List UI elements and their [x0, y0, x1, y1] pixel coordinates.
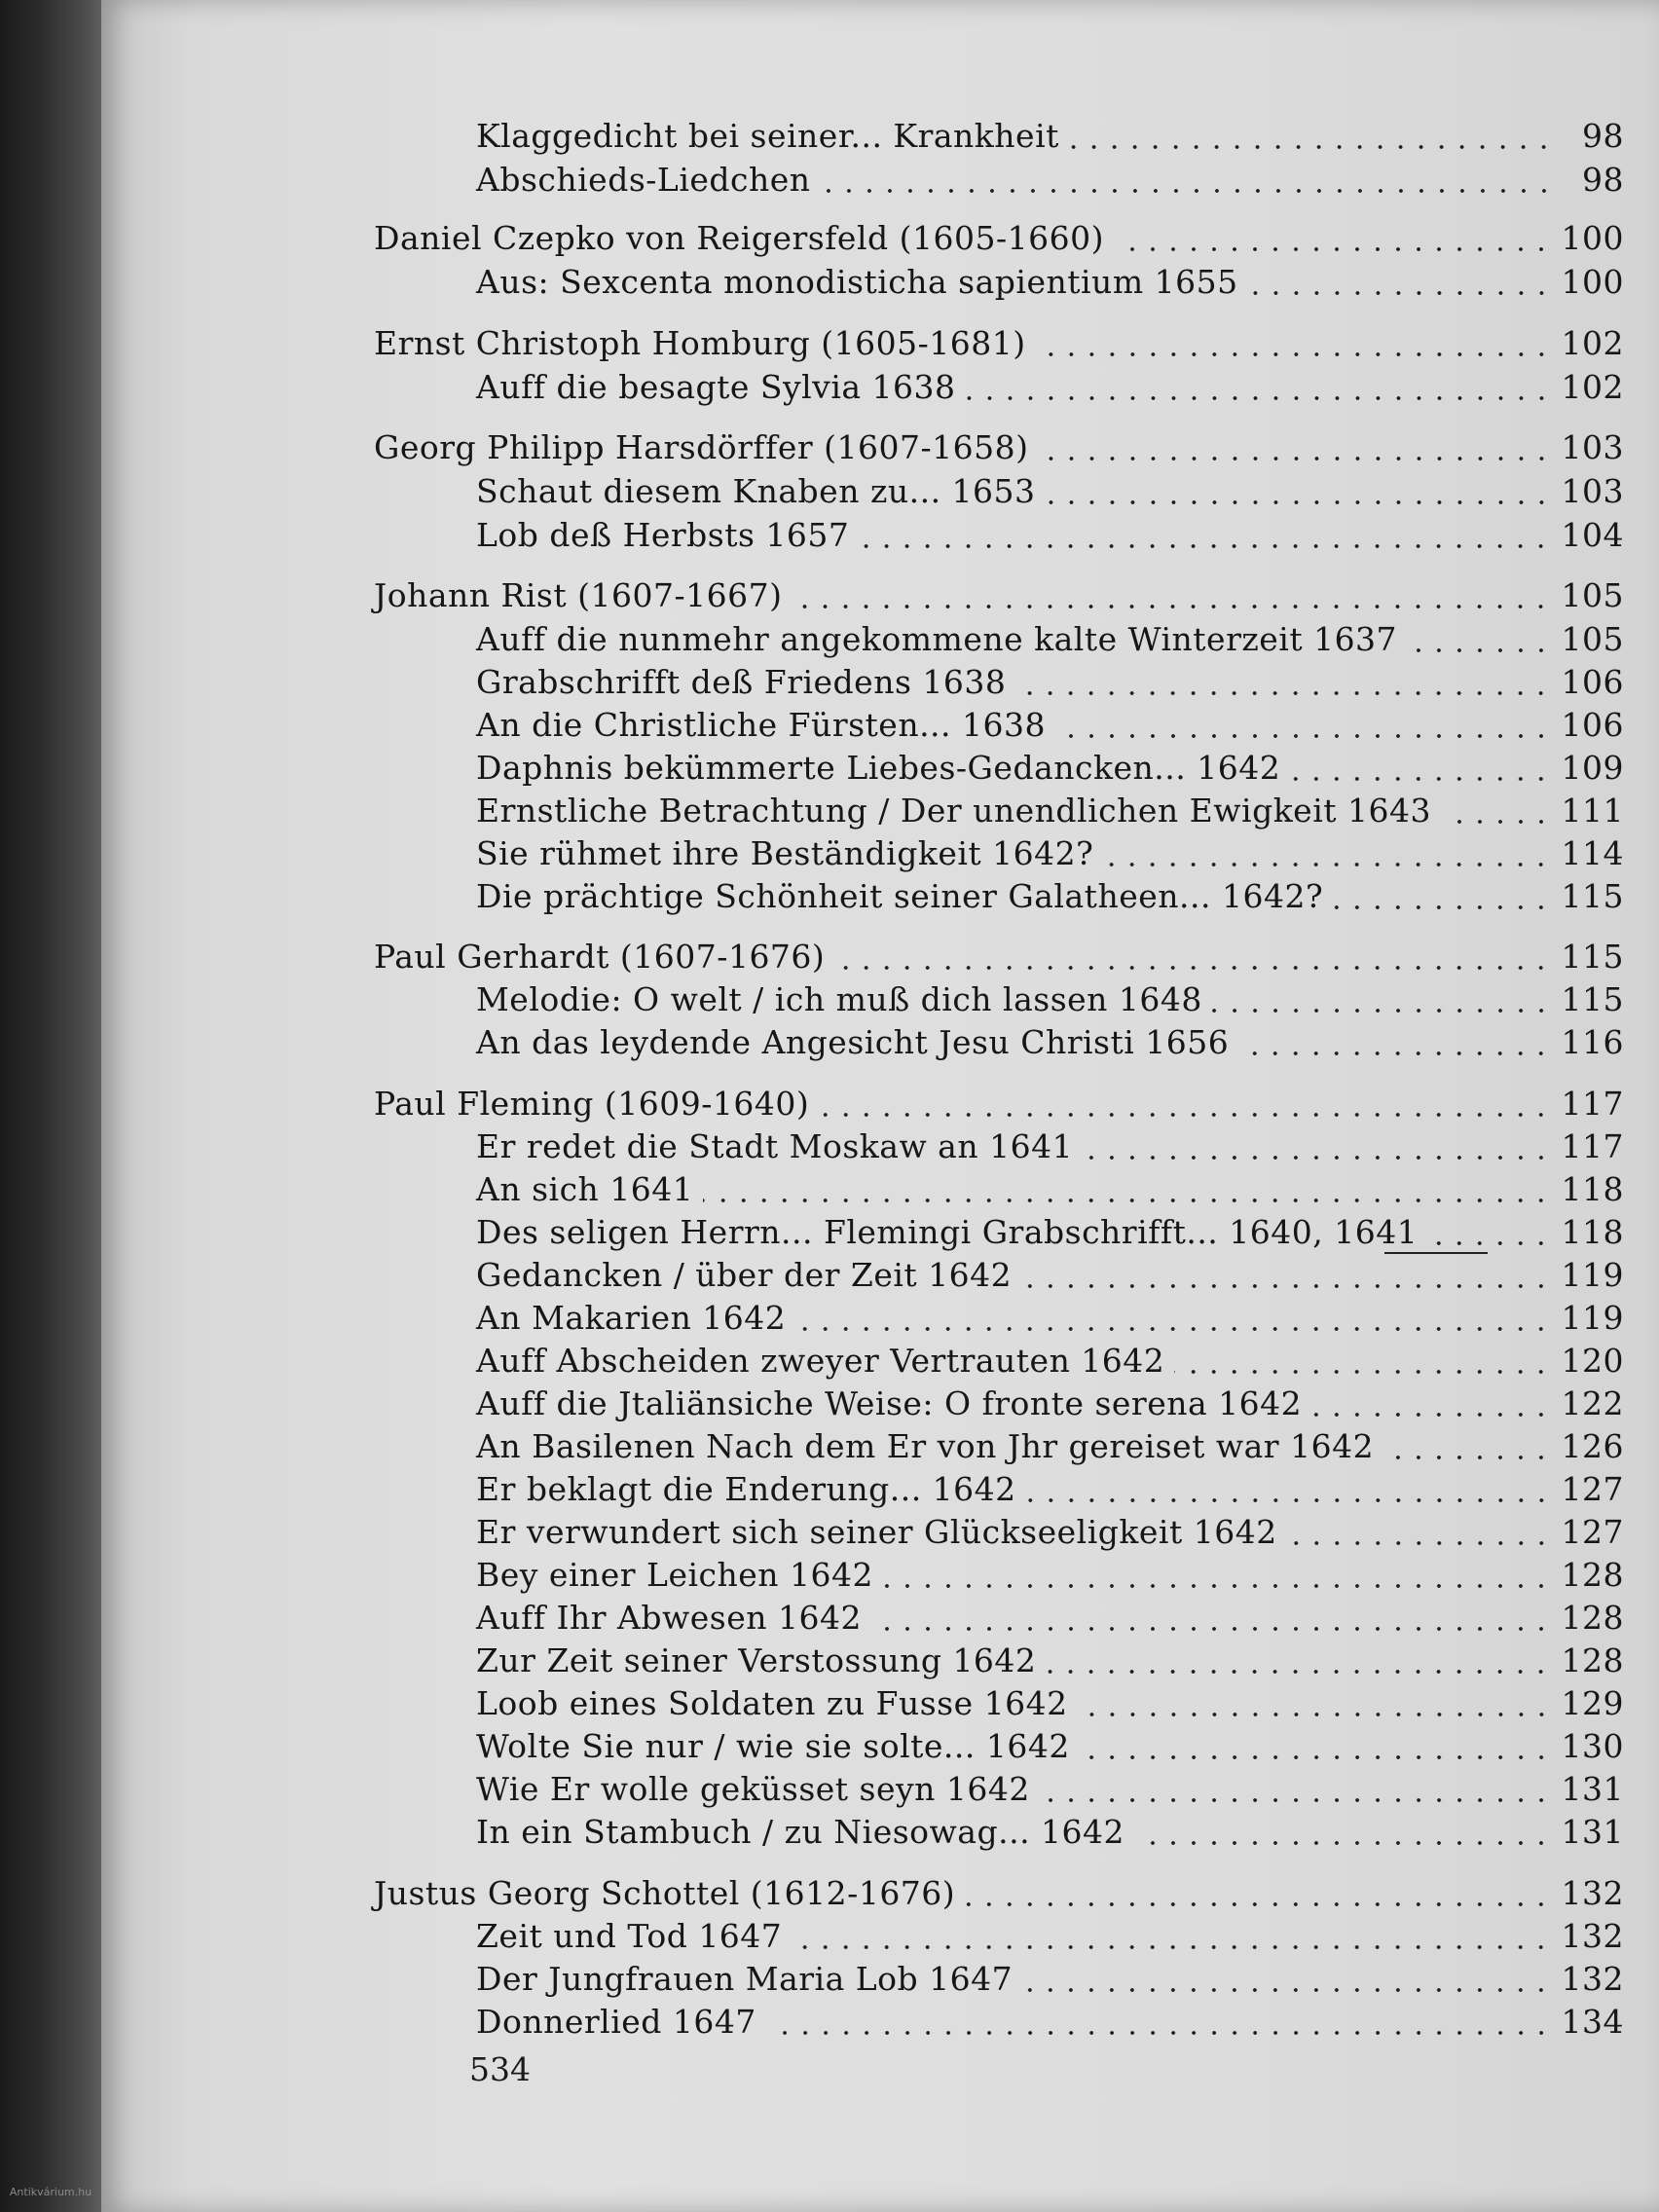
- dot-leader: [1015, 691, 1551, 695]
- toc-entry-title: Paul Gerhardt (1607-1676): [374, 938, 826, 976]
- table-of-contents: [101, 0, 1659, 2212]
- toc-poem-entry[interactable]: [476, 1917, 1624, 1960]
- book-page: [101, 0, 1659, 2212]
- dot-leader: [1333, 905, 1551, 909]
- toc-entry-title: Ernst Christoph Homburg (1605-1681): [374, 324, 1026, 362]
- toc-poem-entry[interactable]: [476, 1342, 1624, 1384]
- toc-entry-page: 106: [1561, 663, 1624, 701]
- toc-poem-entry[interactable]: [476, 1684, 1624, 1727]
- toc-entry-page: 100: [1561, 263, 1624, 301]
- toc-entry-title: Auff die besagte Sylvia 1638: [476, 368, 956, 406]
- dot-leader: [795, 1327, 1551, 1331]
- toc-entry-title: Georg Philipp Harsdörffer (1607-1658): [374, 428, 1029, 466]
- dot-leader: [883, 1584, 1551, 1588]
- toc-entry-title: Schaut diesem Knaben zu... 1653: [476, 472, 1036, 510]
- toc-entry-title: Grabschrifft deß Friedens 1638: [476, 663, 1007, 701]
- toc-entry-page: 132: [1561, 1917, 1624, 1955]
- toc-entry-title: An die Christliche Fürsten... 1638: [476, 706, 1047, 744]
- dot-leader: [1036, 352, 1552, 356]
- toc-entry-page: 132: [1561, 1874, 1624, 1912]
- toc-entry-title: Bey einer Leichen 1642: [476, 1556, 874, 1594]
- dot-leader: [1039, 457, 1552, 461]
- toc-entry-page: 127: [1561, 1470, 1624, 1508]
- toc-entry-title: Lob deß Herbsts 1657: [476, 516, 850, 554]
- dot-leader: [965, 1902, 1551, 1906]
- dot-leader: [1080, 1755, 1552, 1759]
- toc-entry-page: 128: [1561, 1599, 1624, 1637]
- toc-entry-title: Er verwundert sich seiner Glückseeligkeit 1642: [476, 1513, 1277, 1551]
- toc-entry-page: 132: [1561, 1960, 1624, 1998]
- toc-entry-title: Auff Ihr Abwesen 1642: [476, 1599, 862, 1637]
- dot-leader: [766, 2031, 1552, 2035]
- toc-entry-title: Paul Fleming (1609-1640): [374, 1085, 810, 1123]
- toc-entry-title: Wie Er wolle geküsset seyn 1642: [476, 1770, 1030, 1808]
- dot-leader: [1427, 1241, 1551, 1245]
- dot-leader: [1441, 820, 1551, 824]
- watermark-text: Antikvárium.hu: [9, 2186, 92, 2198]
- toc-poem-entry[interactable]: [476, 877, 1624, 920]
- toc-entry-page: 105: [1561, 576, 1624, 614]
- toc-entry-title: An das leydende Angesicht Jesu Christi 1656: [476, 1023, 1230, 1061]
- dot-leader: [1078, 1713, 1552, 1716]
- toc-poem-entry[interactable]: [476, 263, 1624, 306]
- toc-poem-entry[interactable]: [476, 2003, 1624, 2046]
- toc-entry-page: 130: [1561, 1727, 1624, 1765]
- toc-entry-title: Klaggedicht bei seiner... Krankheit: [476, 117, 1059, 155]
- toc-poem-entry[interactable]: [476, 1641, 1624, 1684]
- toc-poem-entry[interactable]: [476, 1256, 1624, 1299]
- toc-poem-entry[interactable]: [476, 663, 1624, 706]
- dot-leader: [1103, 863, 1551, 866]
- toc-entry-page: 98: [1582, 161, 1624, 199]
- toc-entry-page: 120: [1561, 1342, 1624, 1380]
- toc-author-entry[interactable]: [374, 576, 1624, 619]
- dot-leader: [1022, 1988, 1551, 1992]
- dot-leader: [1134, 1841, 1551, 1845]
- toc-entry-title: Johann Rist (1607-1667): [374, 576, 783, 614]
- toc-entry-page: 111: [1561, 792, 1624, 830]
- toc-entry-page: 103: [1561, 428, 1624, 466]
- toc-entry-title: In ein Stambuch / zu Niesowag... 1642: [476, 1813, 1125, 1851]
- dot-leader: [1238, 1051, 1551, 1055]
- toc-entry-page: 102: [1561, 324, 1624, 362]
- toc-poem-entry[interactable]: [476, 1813, 1624, 1856]
- toc-entry-page: 115: [1561, 980, 1624, 1018]
- toc-entry-title: Zur Zeit seiner Verstossung 1642: [476, 1641, 1037, 1679]
- toc-entry-page: 118: [1561, 1213, 1624, 1251]
- toc-entry-page: 119: [1561, 1256, 1624, 1294]
- toc-entry-title: Zeit und Tod 1647: [476, 1917, 783, 1955]
- page-number: 534: [469, 2050, 531, 2088]
- dot-leader: [1040, 1798, 1552, 1802]
- toc-entry-title: Auff Abscheiden zweyer Vertrauten 1642: [476, 1342, 1165, 1380]
- toc-entry-title: Er redet die Stadt Moskaw an 1641: [476, 1127, 1074, 1165]
- toc-entry-title: Der Jungfrauen Maria Lob 1647: [476, 1960, 1014, 1998]
- toc-entry-page: 109: [1561, 749, 1624, 787]
- toc-poem-entry[interactable]: [476, 706, 1624, 749]
- toc-poem-entry[interactable]: [476, 620, 1624, 663]
- dot-leader: [1021, 1284, 1551, 1288]
- toc-entry-page: 129: [1561, 1684, 1624, 1722]
- toc-entry-page: 122: [1561, 1384, 1624, 1422]
- toc-entry-title: Die prächtige Schönheit seiner Galatheen... 1642?: [476, 877, 1324, 915]
- toc-poem-entry[interactable]: [476, 1023, 1624, 1066]
- toc-entry-title: Auff die Jtaliänsiche Weise: O fronte serena 1642: [476, 1384, 1303, 1422]
- toc-entry-page: 104: [1561, 516, 1624, 554]
- toc-poem-entry[interactable]: [476, 1127, 1624, 1170]
- toc-poem-entry[interactable]: [476, 1170, 1624, 1213]
- toc-entry-title: Auff die nunmehr angekommene kalte Winterzeit 1637: [476, 620, 1398, 658]
- toc-poem-entry[interactable]: [476, 1599, 1624, 1641]
- dot-leader: [1114, 247, 1552, 251]
- toc-author-entry[interactable]: [374, 938, 1624, 980]
- toc-poem-entry[interactable]: [476, 749, 1624, 792]
- toc-entry-page: 103: [1561, 472, 1624, 510]
- toc-poem-entry[interactable]: [476, 1556, 1624, 1599]
- toc-entry-page: 119: [1561, 1299, 1624, 1337]
- toc-poem-entry[interactable]: [476, 1470, 1624, 1513]
- toc-entry-page: 134: [1561, 2003, 1624, 2041]
- dot-leader: [1248, 291, 1552, 295]
- toc-entry-page: 131: [1561, 1770, 1624, 1808]
- dot-leader: [1287, 1541, 1552, 1545]
- dot-leader: [792, 1945, 1551, 1949]
- toc-entry-title: Abschieds-Liedchen: [476, 161, 811, 199]
- toc-entry-page: 117: [1561, 1127, 1624, 1165]
- toc-entry-title: An sich 1641: [476, 1170, 694, 1208]
- pencil-underline-mark: [1384, 1252, 1488, 1254]
- toc-entry-page: 115: [1561, 938, 1624, 976]
- toc-entry-title: Des seligen Herrn... Flemingi Grabschrifft... 1640, 1641: [476, 1213, 1419, 1251]
- dot-leader: [821, 189, 1554, 193]
- dot-leader: [1026, 1498, 1552, 1502]
- toc-poem-entry[interactable]: [476, 117, 1624, 160]
- toc-entry-title: Justus Georg Schottel (1612-1676): [374, 1874, 956, 1912]
- toc-entry-page: 100: [1561, 219, 1624, 257]
- dot-leader: [1055, 734, 1551, 738]
- toc-poem-entry[interactable]: [476, 368, 1624, 411]
- toc-poem-entry[interactable]: [476, 1427, 1624, 1470]
- dot-leader: [871, 1627, 1552, 1631]
- toc-entry-page: 115: [1561, 877, 1624, 915]
- toc-poem-entry[interactable]: [476, 792, 1624, 834]
- toc-entry-page: 118: [1561, 1170, 1624, 1208]
- toc-entry-title: Melodie: O welt / ich muß dich lassen 1648: [476, 980, 1202, 1018]
- dot-leader: [819, 1113, 1551, 1117]
- dot-leader: [1083, 1156, 1551, 1160]
- toc-entry-page: 116: [1561, 1023, 1624, 1061]
- toc-author-entry[interactable]: [374, 428, 1624, 471]
- toc-entry-title: Daniel Czepko von Reigersfeld (1605-1660): [374, 219, 1104, 257]
- toc-entry-page: 127: [1561, 1513, 1624, 1551]
- toc-entry-title: Sie rühmet ihre Beständigkeit 1642?: [476, 834, 1094, 872]
- toc-entry-title: Aus: Sexcenta monodisticha sapientium 1655: [476, 263, 1238, 301]
- toc-entry-page: 131: [1561, 1813, 1624, 1851]
- dot-leader: [1290, 777, 1551, 781]
- toc-entry-page: 102: [1561, 368, 1624, 406]
- dot-leader: [834, 966, 1551, 970]
- toc-entry-title: Wolte Sie nur / wie sie solte... 1642: [476, 1727, 1070, 1765]
- dot-leader: [1046, 500, 1552, 504]
- toc-entry-title: An Makarien 1642: [476, 1299, 787, 1337]
- toc-author-entry[interactable]: [374, 1085, 1624, 1127]
- toc-poem-entry[interactable]: [476, 1384, 1624, 1427]
- dot-leader: [1046, 1670, 1551, 1674]
- toc-poem-entry[interactable]: [476, 1299, 1624, 1342]
- toc-entry-title: An Basilenen Nach dem Er von Jhr gereiset war 1642: [476, 1427, 1375, 1465]
- toc-entry-title: Loob eines Soldaten zu Fusse 1642: [476, 1684, 1068, 1722]
- toc-entry-title: Daphnis bekümmerte Liebes-Gedancken... 1642: [476, 749, 1281, 787]
- toc-author-entry[interactable]: [374, 324, 1624, 367]
- toc-entry-page: 98: [1582, 117, 1624, 155]
- toc-entry-page: 128: [1561, 1641, 1624, 1679]
- toc-poem-entry[interactable]: [476, 1727, 1624, 1770]
- book-spine-shadow: [0, 0, 117, 2212]
- toc-entry-title: Donnerlied 1647: [476, 2003, 756, 2041]
- dot-leader: [1311, 1413, 1551, 1417]
- toc-poem-entry[interactable]: [476, 1770, 1624, 1813]
- toc-entry-page: 114: [1561, 834, 1624, 872]
- toc-author-entry[interactable]: [374, 1874, 1624, 1917]
- toc-entry-page: 117: [1561, 1085, 1624, 1123]
- toc-poem-entry[interactable]: [476, 161, 1624, 203]
- toc-poem-entry[interactable]: [476, 834, 1624, 877]
- dot-leader: [703, 1198, 1551, 1202]
- toc-author-entry[interactable]: [374, 219, 1624, 262]
- toc-poem-entry[interactable]: [476, 980, 1624, 1023]
- toc-poem-entry[interactable]: [476, 472, 1624, 515]
- dot-leader: [1407, 648, 1551, 652]
- dot-leader: [859, 544, 1551, 548]
- toc-poem-entry[interactable]: [476, 1513, 1624, 1556]
- dot-leader: [1069, 145, 1554, 149]
- toc-entry-title: Er beklagt die Enderung... 1642: [476, 1470, 1016, 1508]
- toc-entry-page: 105: [1561, 620, 1624, 658]
- dot-leader: [792, 605, 1551, 608]
- toc-entry-page: 126: [1561, 1427, 1624, 1465]
- toc-poem-entry[interactable]: [476, 516, 1624, 559]
- toc-entry-title: Gedancken / über der Zeit 1642: [476, 1256, 1013, 1294]
- dot-leader: [1383, 1456, 1551, 1459]
- dot-leader: [1212, 1009, 1552, 1013]
- toc-entry-title: Ernstliche Betrachtung / Der unendlichen Ewigkeit 1643: [476, 792, 1432, 830]
- toc-entry-page: 128: [1561, 1556, 1624, 1594]
- toc-entry-page: 106: [1561, 706, 1624, 744]
- toc-poem-entry[interactable]: [476, 1213, 1624, 1256]
- toc-poem-entry[interactable]: [476, 1960, 1624, 2003]
- dot-leader: [966, 396, 1552, 400]
- dot-leader: [1174, 1370, 1551, 1374]
